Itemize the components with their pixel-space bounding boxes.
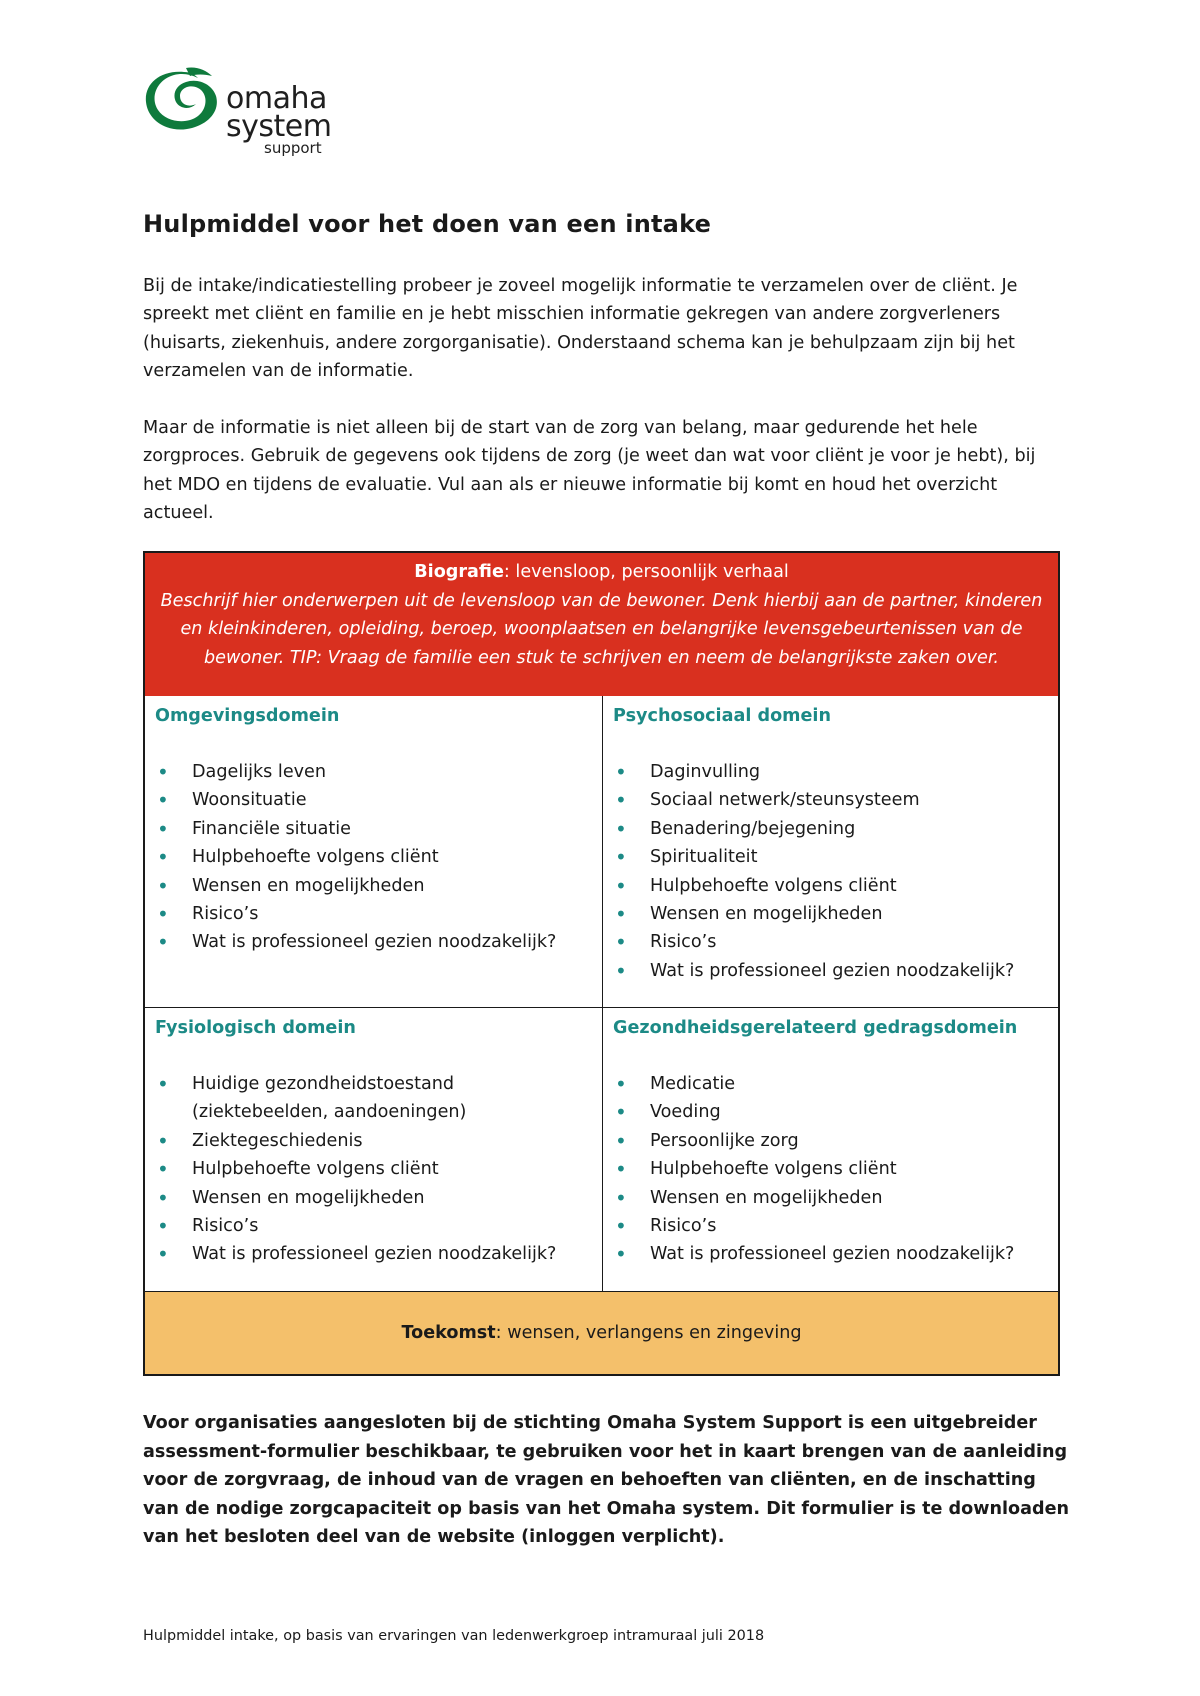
list-item: • Wensen en mogelijkheden (613, 1184, 1048, 1212)
toekomst-label: Toekomst (401, 1323, 496, 1343)
domain-title: Omgevingsdomein (155, 706, 340, 726)
intro-paragraph-1: Bij de intake/indicatiestelling probeer je zoveel mogelijk informatie te verzamelen over de cliënt. Je spreekt met cliënt en familie en je hebt misschien informatie gekregen van andere zorgverleners (huisarts, ziekenhuis, andere zorgorganisatie). Onderstaand schema kan je behulpzaam zijn bij het verzamelen van de informatie. (143, 276, 1018, 381)
domain-cell-omgevingsdomein (145, 696, 603, 1008)
domain-title: Gezondheidsgerelateerd gedragsdomein (613, 1018, 1018, 1038)
domain-title: Psychosociaal domein (613, 706, 831, 726)
logo-text-support: support (264, 139, 322, 157)
biografie-subtitle: : levensloop, persoonlijk verhaal (503, 562, 789, 582)
list-item: • Dagelijks leven (155, 758, 592, 786)
list-item: • Wat is professioneel gezien noodzakelijk? (613, 1240, 1048, 1268)
list-item: • Risico’s (155, 1212, 592, 1240)
list-item: • Hulpbehoefte volgens cliënt (613, 872, 1048, 900)
domain-cell-fysiologisch (145, 1008, 603, 1292)
domain-cell-psychosociaal (603, 696, 1058, 1008)
domain-cell-gedragsdomein (603, 1008, 1058, 1292)
list-item: • Risico’s (613, 1212, 1048, 1240)
toekomst-subtitle: : wensen, verlangens en zingeving (495, 1323, 802, 1343)
list-item: • Woonsituatie (155, 786, 592, 814)
intro-paragraph-2: Maar de informatie is niet alleen bij de start van de zorg van belang, maar gedurende het hele zorgproces. Gebruik de gegevens ook tijdens de zorg (je weet dan wat voor cliënt je voor je hebt), bij het MDO en tijdens de evaluatie. Vul aan als er nieuwe informatie bij komt en houd het overzicht actueel. (143, 418, 1036, 523)
closing-paragraph: Voor organisaties aangesloten bij de stichting Omaha System Support is een uitgebreider assessment-formulier beschikbaar, te gebruiken voor het in kaart brengen van de aanleiding voor de zorgvraag, de inhoud van de vragen en behoeften van cliënten, en de inschatting van de nodige zorgcapaciteit op basis van het Omaha system. Dit formulier is te downloaden van het besloten deel van de website (inloggen verplicht). (143, 1413, 1070, 1547)
list-item: • Risico’s (155, 900, 592, 928)
document-title: Hulpmiddel voor het doen van een intake (143, 210, 712, 238)
list-item: • Risico’s (613, 928, 1048, 956)
intake-schema-table (143, 551, 1060, 1376)
logo-text-system: system (226, 109, 332, 144)
biografie-description: Beschrijf hier onderwerpen uit de levensloop van de bewoner. Denk hierbij aan de partner, kinderen en kleinkinderen, opleiding, beroep, woonplaatsen en belangrijke levensgebeurtenissen van de bewoner. TIP: Vraag de familie een stuk te schrijven en neem de belangrijkste zaken over. (160, 590, 1043, 668)
list-item: • Persoonlijke zorg (613, 1127, 1048, 1155)
list-item: • Benadering/bejegening (613, 815, 1048, 843)
omaha-swoosh-icon (142, 66, 226, 136)
list-item: • Huidige gezondheidstoestand (ziektebeelden, aandoeningen) (155, 1070, 592, 1127)
toekomst-section (145, 1292, 1058, 1374)
list-item: • Ziektegeschiedenis (155, 1127, 592, 1155)
domain-item-list (155, 758, 592, 957)
list-item: • Financiële situatie (155, 815, 592, 843)
list-item: • Voeding (613, 1098, 1048, 1126)
domain-item-list (155, 1070, 592, 1269)
biografie-label: Biografie (414, 562, 504, 582)
list-item: • Hulpbehoefte volgens cliënt (155, 1155, 592, 1183)
list-item: • Wensen en mogelijkheden (613, 900, 1048, 928)
list-item: • Sociaal netwerk/steunsysteem (613, 786, 1048, 814)
biografie-heading (145, 558, 1058, 587)
list-item: • Wensen en mogelijkheden (155, 1184, 592, 1212)
list-item: • Wat is professioneel gezien noodzakelijk? (155, 1240, 592, 1268)
logo-text-omaha: omaha (226, 81, 327, 116)
omaha-system-support-logo (142, 66, 362, 162)
list-item: • Daginvulling (613, 758, 1048, 786)
list-item: • Hulpbehoefte volgens cliënt (613, 1155, 1048, 1183)
domain-item-list (613, 1070, 1048, 1269)
list-item: • Wat is professioneel gezien noodzakelijk? (155, 928, 592, 956)
list-item: • Hulpbehoefte volgens cliënt (155, 843, 592, 871)
list-item: • Medicatie (613, 1070, 1048, 1098)
list-item: • Wensen en mogelijkheden (155, 872, 592, 900)
biografie-section (145, 553, 1058, 696)
page-footer: Hulpmiddel intake, op basis van ervaringen van ledenwerkgroep intramuraal juli 2018 (143, 1628, 765, 1644)
domain-item-list (613, 758, 1048, 985)
list-item: • Wat is professioneel gezien noodzakelijk? (613, 957, 1048, 985)
list-item: • Spiritualiteit (613, 843, 1048, 871)
domain-title: Fysiologisch domein (155, 1018, 356, 1038)
